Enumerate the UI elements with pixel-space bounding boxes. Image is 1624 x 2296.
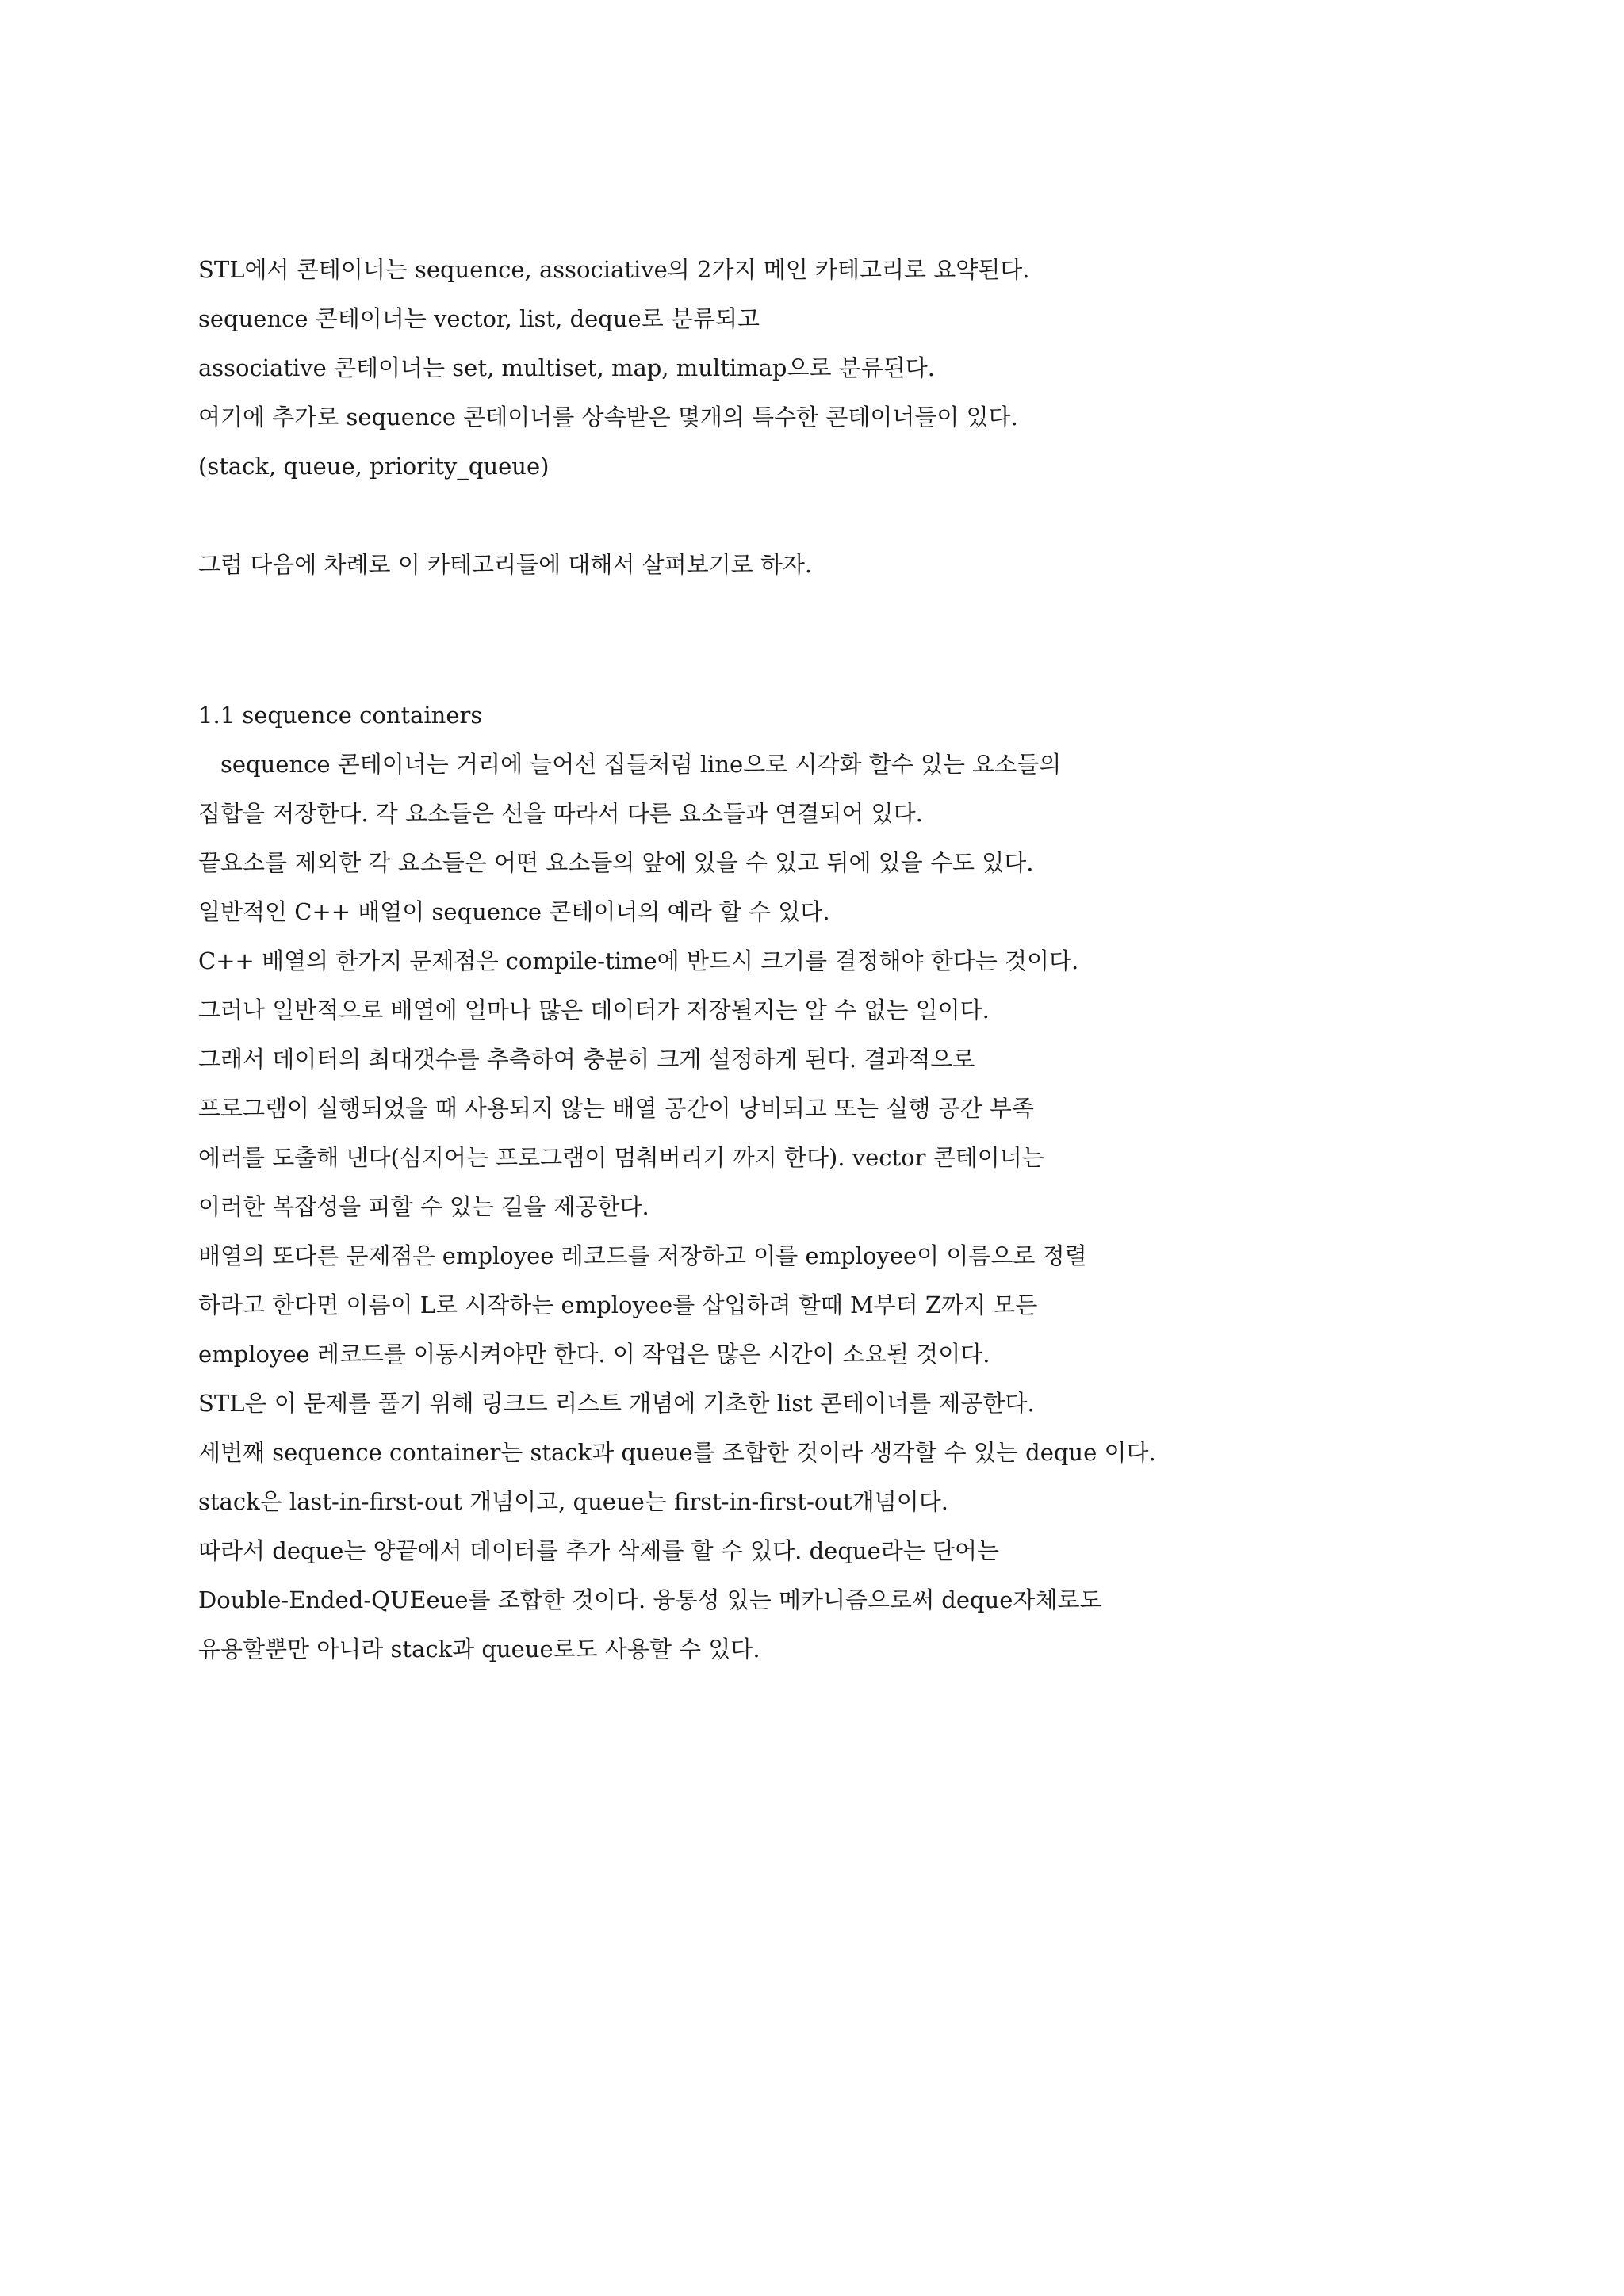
section-line-19: 유용할뿐만 아니라 stack과 queue로도 사용할 수 있다. — [198, 1636, 760, 1663]
section-line-18: Double-Ended-QUEeue를 조합한 것이다. 융통성 있는 메카니즘으로써 deque자체로도 — [198, 1586, 1102, 1613]
section-line-15: 세번째 sequence container는 stack과 queue를 조합한 것이라 생각할 수 있는 deque 이다. — [198, 1439, 1156, 1466]
section-line-10: 이러한 복잡성을 피할 수 있는 길을 제공한다. — [198, 1193, 649, 1220]
section-line-1: sequence 콘테이너는 거리에 늘어선 집들처럼 line으로 시각화 할수 있는 요소들의 — [220, 751, 1062, 778]
intro-line-2: sequence 콘테이너는 vector, list, deque로 분류되고 — [198, 305, 760, 332]
intro-closing: 그럼 다음에 차례로 이 카테고리들에 대해서 살펴보기로 하자. — [198, 551, 813, 578]
intro-line-1: STL에서 콘테이너는 sequence, associative의 2가지 메인 카테고리로 요약된다. — [198, 256, 1030, 283]
section-line-8: 프로그램이 실행되었을 때 사용되지 않는 배열 공간이 낭비되고 또는 실행 공간 부족 — [198, 1095, 1034, 1122]
section-line-11: 배열의 또다른 문제점은 employee 레코드를 저장하고 이를 employee이 이름으로 정렬 — [198, 1242, 1087, 1269]
section-line-13: employee 레코드를 이동시켜야만 한다. 이 작업은 많은 시간이 소요될 것이다. — [198, 1341, 990, 1368]
section-line-6: 그러나 일반적으로 배열에 얼마나 많은 데이터가 저장될지는 알 수 없는 일이다. — [198, 997, 990, 1024]
section-line-14: STL은 이 문제를 풀기 위해 링크드 리스트 개념에 기초한 list 콘테이너를 제공한다. — [198, 1390, 1035, 1417]
section-line-16: stack은 last-in-first-out 개념이고, queue는 first-in-first-out개념이다. — [198, 1488, 948, 1515]
section-line-9: 에러를 도출해 낸다(심지어는 프로그램이 멈춰버리기 까지 한다). vector 콘테이너는 — [198, 1144, 1044, 1171]
section-line-2: 집합을 저장한다. 각 요소들은 선을 따라서 다른 요소들과 연결되어 있다. — [198, 800, 923, 827]
intro-line-3: associative 콘테이너는 set, multiset, map, multimap으로 분류된다. — [198, 354, 935, 381]
section-heading: 1.1 sequence containers — [198, 702, 483, 729]
intro-line-4: 여기에 추가로 sequence 콘테이너를 상속받은 몇개의 특수한 콘테이너들이 있다. — [198, 404, 1018, 430]
section-line-3: 끝요소를 제외한 각 요소들은 어떤 요소들의 앞에 있을 수 있고 뒤에 있을 수도 있다. — [198, 849, 1034, 876]
section-line-4: 일반적인 C++ 배열이 sequence 콘테이너의 예라 할 수 있다. — [198, 898, 830, 925]
intro-line-5: (stack, queue, priority_queue) — [198, 453, 550, 480]
section-line-5: C++ 배열의 한가지 문제점은 compile-time에 반드시 크기를 결정해야 한다는 것이다. — [198, 947, 1079, 974]
section-line-7: 그래서 데이터의 최대갯수를 추측하여 충분히 크게 설정하게 된다. 결과적으로 — [198, 1046, 975, 1073]
section-line-17: 따라서 deque는 양끝에서 데이터를 추가 삭제를 할 수 있다. deque라는 단어는 — [198, 1537, 1000, 1564]
section-line-12: 하라고 한다면 이름이 L로 시작하는 employee를 삽입하려 할때 M부터 Z까지 모든 — [198, 1292, 1038, 1318]
